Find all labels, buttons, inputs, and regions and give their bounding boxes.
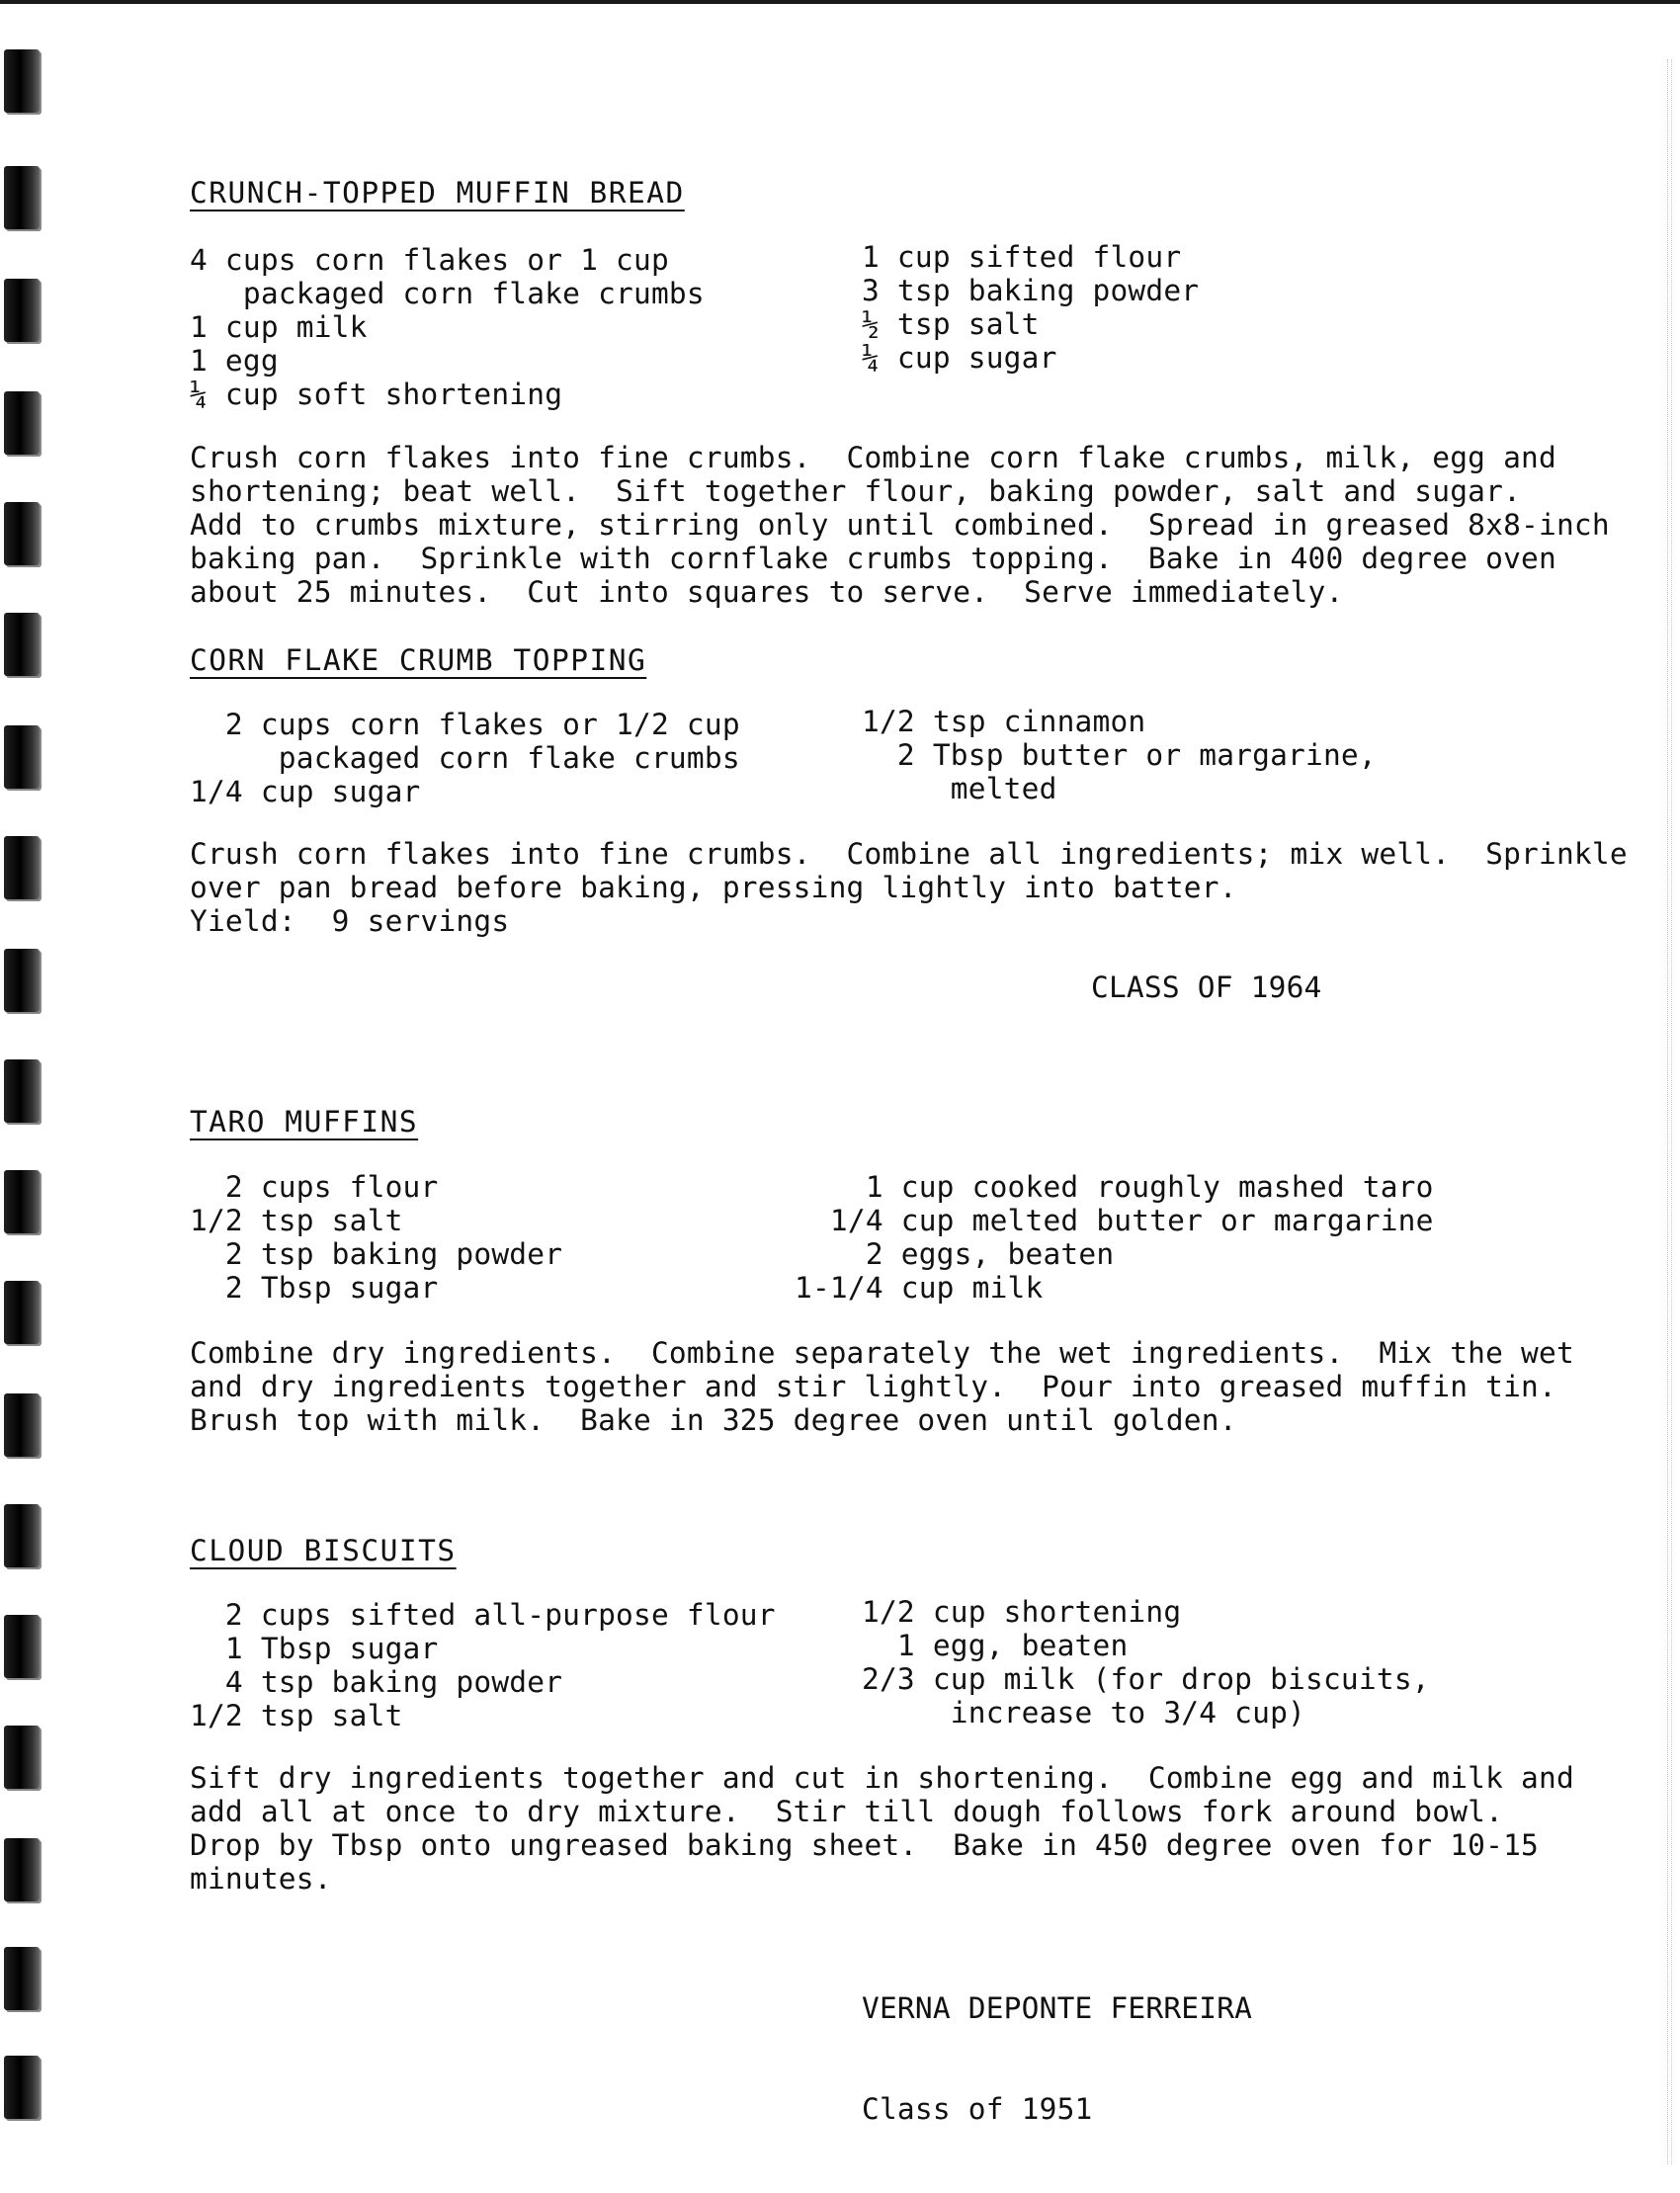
direction-line: minutes. [190, 1862, 332, 1896]
ingredient-line: 4 cups corn flakes or 1 cup [190, 243, 669, 277]
contributor-class: Class of 1951 [862, 2092, 1093, 2126]
ingredient-line: 2 tsp baking powder [190, 1237, 563, 1271]
ingredient-line: 2/3 cup milk (for drop biscuits, [862, 1662, 1430, 1696]
direction-line: Add to crumbs mixture, stirring only until combined. Spread in greased 8x8-inch [190, 508, 1610, 542]
binding-ring-2 [4, 166, 40, 229]
binding-ring-10 [4, 1059, 40, 1123]
ingredient-line: packaged corn flake crumbs [190, 741, 740, 775]
binding-ring-16 [4, 1726, 40, 1789]
ingredients-left-column [190, 1170, 562, 1305]
binding-ring-9 [4, 949, 40, 1012]
ingredient-list [190, 240, 1593, 421]
recipe-directions [190, 1336, 1574, 1437]
binding-ring-7 [4, 725, 40, 789]
binding-spine [0, 0, 59, 2174]
direction-line: Crush corn flakes into fine crumbs. Combine corn flake crumbs, milk, egg and [190, 441, 1556, 474]
ingredient-line: ¼ cup sugar [862, 341, 1057, 375]
binding-ring-12 [4, 1281, 40, 1344]
ingredient-line: packaged corn flake crumbs [190, 277, 705, 310]
binding-ring-13 [4, 1393, 40, 1457]
binding-ring-17 [4, 1838, 40, 1901]
direction-line: Sift dry ingredients together and cut in shortening. Combine egg and milk and [190, 1761, 1574, 1795]
ingredient-line: 1 cup sifted flour [862, 240, 1182, 274]
ingredient-line: 1 cup milk [190, 310, 368, 344]
ingredient-list [190, 1595, 1593, 1736]
direction-line: Drop by Tbsp onto ungreased baking sheet. Bake in 450 degree oven for 10-15 [190, 1828, 1539, 1862]
ingredients-left-column [190, 708, 740, 808]
ingredient-line: 1/2 tsp salt [190, 1699, 403, 1732]
recipe-attribution [862, 1924, 1252, 2193]
direction-line: Combine dry ingredients. Combine separately the wet ingredients. Mix the wet [190, 1336, 1574, 1370]
recipe-title: CLOUD BISCUITS [190, 1534, 457, 1567]
binding-ring-5 [4, 502, 40, 565]
ingredient-line: 1/2 tsp salt [190, 1204, 403, 1237]
ingredients-left-column [190, 1598, 776, 1732]
binding-ring-19 [4, 2056, 40, 2119]
binding-ring-4 [4, 391, 40, 455]
ingredient-line: increase to 3/4 cup) [862, 1696, 1306, 1729]
direction-line: Brush top with milk. Bake in 325 degree oven until golden. [190, 1403, 1237, 1437]
ingredient-line: 1 cup cooked roughly mashed taro [795, 1170, 1434, 1204]
recipe-title: CORN FLAKE CRUMB TOPPING [190, 643, 647, 677]
ingredients-right-column [862, 240, 1199, 375]
ingredient-line: 1/2 tsp cinnamon [862, 705, 1146, 738]
ingredient-line: 2 Tbsp sugar [190, 1271, 439, 1305]
direction-line: Crush corn flakes into fine crumbs. Combine all ingredients; mix well. Sprinkle [190, 837, 1628, 871]
ingredients-left-column [190, 243, 705, 411]
ingredients-right-column [795, 1170, 1434, 1305]
binding-ring-8 [4, 836, 40, 899]
ingredient-list [190, 705, 1593, 816]
ingredient-line: 2 cups flour [190, 1170, 439, 1204]
direction-line: and dry ingredients together and stir lightly. Pour into greased muffin tin. [190, 1370, 1556, 1403]
ingredient-line: 2 Tbsp butter or margarine, [862, 738, 1377, 772]
recipe-directions [190, 441, 1610, 609]
ingredient-line: 1/4 cup sugar [190, 775, 421, 808]
ingredient-line: 1/2 cup shortening [862, 1595, 1182, 1629]
ingredient-line: 2 cups corn flakes or 1/2 cup [190, 708, 740, 741]
ingredient-line: 1/4 cup melted butter or margarine [795, 1204, 1434, 1237]
ingredient-line: 1-1/4 cup milk [795, 1271, 1044, 1305]
ingredients-right-column [862, 705, 1377, 805]
direction-line: shortening; beat well. Sift together flour, baking powder, salt and sugar. [190, 474, 1522, 508]
binding-ring-1 [4, 49, 40, 113]
recipe-directions [190, 837, 1628, 938]
direction-line: baking pan. Sprinkle with cornflake crumbs topping. Bake in 400 degree oven [190, 542, 1556, 575]
direction-line: about 25 minutes. Cut into squares to serve. Serve immediately. [190, 575, 1344, 609]
direction-line: over pan bread before baking, pressing lightly into batter. [190, 871, 1237, 904]
binding-ring-3 [4, 279, 40, 342]
recipe-title: CRUNCH-TOPPED MUFFIN BREAD [190, 176, 685, 210]
contributor-name: VERNA DEPONTE FERREIRA [862, 1991, 1253, 2025]
ingredient-line: 1 egg, beaten [862, 1629, 1129, 1662]
binding-ring-18 [4, 1947, 40, 2010]
recipe-directions [190, 1761, 1574, 1896]
ingredient-list [190, 1170, 1593, 1308]
ingredient-line: 2 cups sifted all-purpose flour [190, 1598, 776, 1632]
ingredient-line: 3 tsp baking powder [862, 274, 1200, 307]
recipe-attribution: CLASS OF 1964 [1091, 970, 1322, 1004]
binding-ring-15 [4, 1615, 40, 1678]
recipe-title: TARO MUFFINS [190, 1105, 419, 1139]
ingredient-line: 1 Tbsp sugar [190, 1632, 439, 1665]
top-edge-shadow [0, 0, 1680, 4]
ingredient-line: melted [862, 772, 1057, 805]
ingredient-line: ½ tsp salt [862, 307, 1040, 341]
binding-ring-14 [4, 1504, 40, 1567]
ingredient-line: 4 tsp baking powder [190, 1665, 563, 1699]
binding-ring-11 [4, 1170, 40, 1233]
binding-ring-6 [4, 613, 40, 676]
direction-line: add all at once to dry mixture. Stir till dough follows fork around bowl. [190, 1795, 1504, 1828]
direction-line: Yield: 9 servings [190, 904, 510, 938]
ingredient-line: 2 eggs, beaten [795, 1237, 1115, 1271]
ingredients-right-column [862, 1595, 1430, 1729]
page-right-edge [1667, 59, 1672, 2164]
ingredient-line: ¼ cup soft shortening [190, 378, 563, 411]
ingredient-line: 1 egg [190, 344, 279, 378]
